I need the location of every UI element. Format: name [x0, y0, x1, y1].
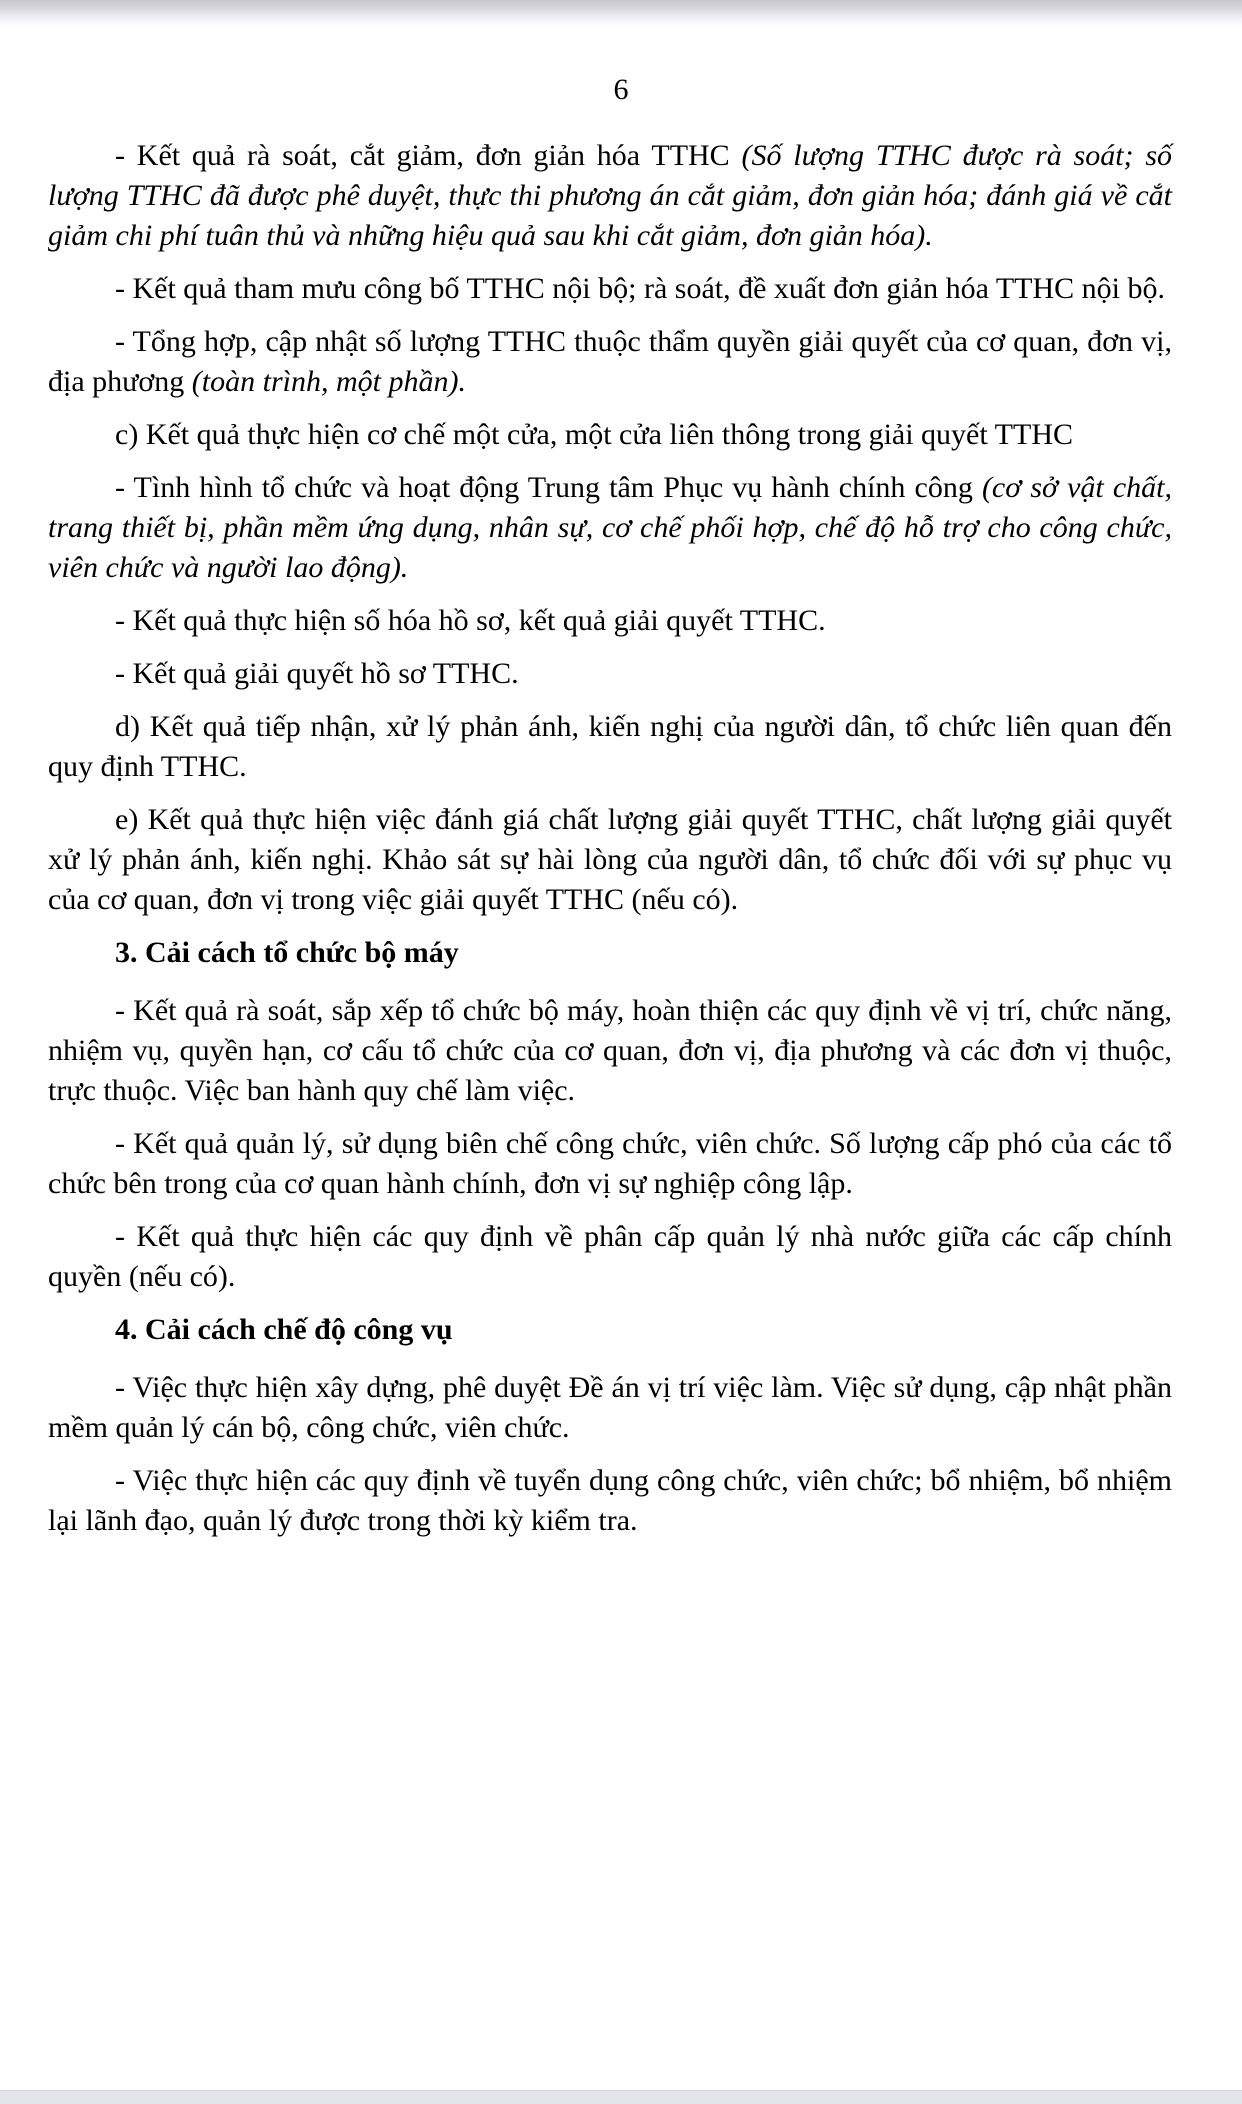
text-segment: e) Kết quả thực hiện việc đánh giá chất lượng giải quyết TTHC, chất lượng giải quyết xử lý phản ánh, kiến nghị. Khảo sát sự hài lòng của người dân, tổ chức đối với sự phục vụ của cơ quan, đơn vị trong việc giải quyết TTHC (nếu có).	[48, 803, 1172, 916]
paragraph	[48, 1368, 1172, 1448]
text-segment: - Kết quả thực hiện số hóa hồ sơ, kết quả giải quyết TTHC.	[115, 604, 826, 637]
page-number: 6	[613, 73, 629, 106]
section-heading	[48, 933, 1172, 973]
paragraph	[48, 468, 1172, 588]
paragraph	[48, 991, 1172, 1111]
text-segment: 3. Cải cách tổ chức bộ máy	[115, 936, 459, 969]
paragraph	[48, 800, 1172, 920]
text-segment: (cơ sở vật chất, trang thiết bị, phần mềm ứng dụng, nhân sự, cơ chế phối hợp, chế độ hỗ trợ cho công chức, viên chức và người lao động).	[48, 471, 1173, 584]
section-heading	[48, 1310, 1172, 1350]
text-segment: - Kết quả giải quyết hồ sơ TTHC.	[115, 657, 519, 690]
text-segment: - Kết quả rà soát, cắt giảm, đơn giản hóa TTHC	[115, 139, 742, 172]
paragraph	[48, 136, 1172, 256]
paragraph	[48, 707, 1172, 787]
text-segment: - Việc thực hiện xây dựng, phê duyệt Đề án vị trí việc làm. Việc sử dụng, cập nhật phần mềm quản lý cán bộ, công chức, viên chức.	[48, 1371, 1172, 1444]
text-segment: - Kết quả rà soát, sắp xếp tổ chức bộ máy, hoàn thiện các quy định về vị trí, chức năng, nhiệm vụ, quyền hạn, cơ cấu tổ chức của cơ quan, đơn vị, địa phương và các đơn vị thuộc, trực thuộc. Việc ban hành quy chế làm việc.	[48, 994, 1172, 1107]
text-segment: (Số lượng TTHC được rà soát; số lượng TTHC đã được phê duyệt, thực thi phương án cắt giảm, đơn giản hóa; đánh giá về cắt giảm chi phí tuân thủ và những hiệu quả sau khi cắt giảm, đơn giản hóa).	[48, 139, 1172, 252]
text-segment: - Kết quả tham mưu công bố TTHC nội bộ; rà soát, đề xuất đơn giản hóa TTHC nội bộ.	[115, 272, 1166, 305]
paragraph	[48, 1124, 1172, 1204]
paragraph	[48, 601, 1172, 641]
text-segment: - Kết quả thực hiện các quy định về phân cấp quản lý nhà nước giữa các cấp chính quyền (nếu có).	[48, 1220, 1172, 1293]
text-segment: - Tổng hợp, cập nhật số lượng TTHC thuộc thẩm quyền giải quyết của cơ quan, đơn vị, địa phương	[48, 325, 1172, 398]
text-segment: - Việc thực hiện các quy định về tuyển dụng công chức, viên chức; bổ nhiệm, bổ nhiệm lại lãnh đạo, quản lý được trong thời kỳ kiểm tra.	[48, 1464, 1172, 1537]
document-body	[0, 136, 1242, 1541]
text-segment: (toàn trình, một phần).	[191, 365, 466, 398]
paragraph	[48, 415, 1172, 455]
text-segment: 4. Cải cách chế độ công vụ	[115, 1313, 453, 1346]
text-segment: c) Kết quả thực hiện cơ chế một cửa, một cửa liên thông trong giải quyết TTHC	[115, 418, 1073, 451]
viewer-top-shadow	[0, 0, 1242, 26]
text-segment: d) Kết quả tiếp nhận, xử lý phản ánh, kiến nghị của người dân, tổ chức liên quan đến quy định TTHC.	[48, 710, 1172, 783]
text-segment: - Kết quả quản lý, sử dụng biên chế công chức, viên chức. Số lượng cấp phó của các tổ chức bên trong của cơ quan hành chính, đơn vị sự nghiệp công lập.	[48, 1127, 1172, 1200]
paragraph	[48, 654, 1172, 694]
text-segment: - Tình hình tổ chức và hoạt động Trung tâm Phục vụ hành chính công	[115, 471, 982, 504]
paragraph	[48, 1461, 1172, 1541]
paragraph	[48, 269, 1172, 309]
paragraph	[48, 1217, 1172, 1297]
paragraph	[48, 322, 1172, 402]
viewer-bottom-bar	[0, 2090, 1242, 2104]
